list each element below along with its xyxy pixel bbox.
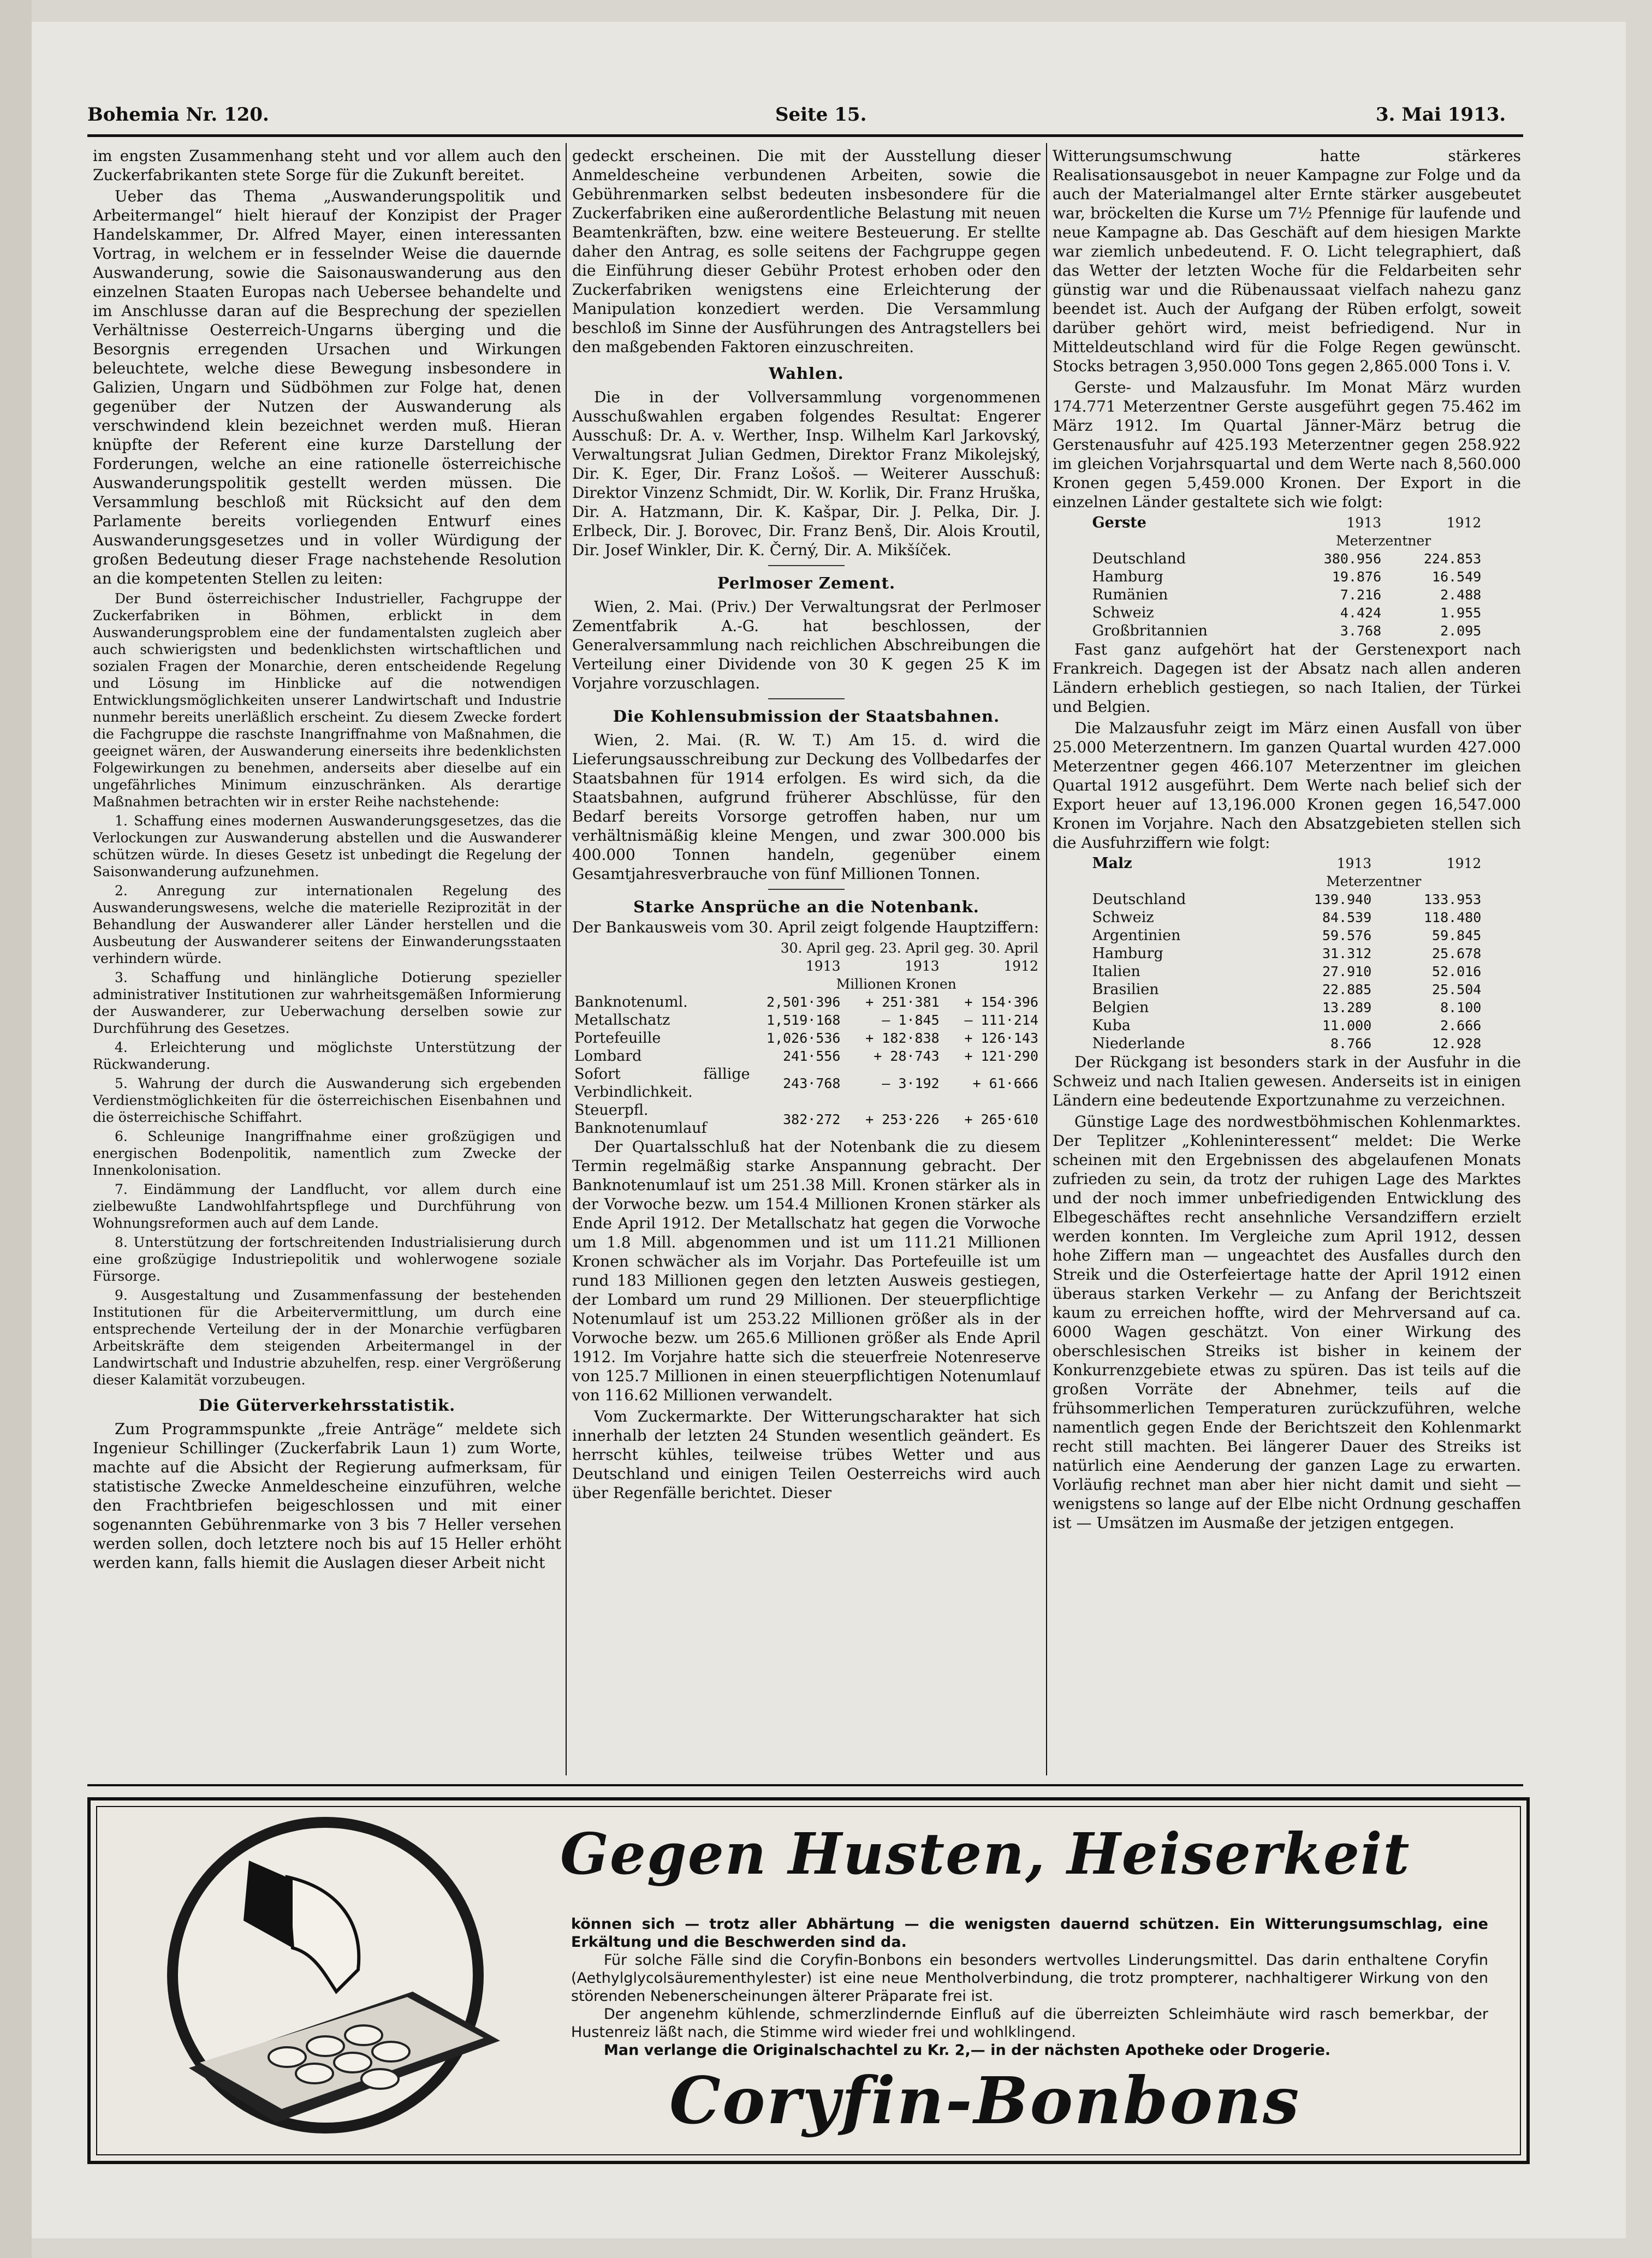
table-header: geg. 23. April 1913 — [845, 940, 940, 974]
row-label: Lombard — [574, 1048, 642, 1065]
row-label: Schweiz — [1092, 604, 1154, 621]
list-item: 9. Ausgestaltung und Zusammenfassung der bestehenden Institutionen für die Arbeitervermittlung, um durch eine entsprechende Verteilung der in der Monarchie verfügbaren Arbeitskräfte dem steigenden Arbeitermangel in der Landwirtschaft und Industrie abzuhelfen, resp. einer Vergrößerung dieser Kalamität vorzubeugen. — [93, 1287, 561, 1388]
table-header: geg. 30. April 1912 — [944, 940, 1038, 974]
table-row — [1090, 944, 1484, 962]
row-value: + 121·290 — [964, 1048, 1038, 1064]
table-unit: Millionen Kronen — [836, 976, 956, 992]
table-row — [1090, 622, 1484, 640]
list-item: 2. Anregung zur internationalen Regelung des Auswanderungswesens, welche die materielle Reziprozität in der Behandlung der Auswanderer aller Länder herstellen und die Ausbeutung der Auswanderer seitens der Einwanderungsstaaten verhindern würde. — [93, 883, 561, 966]
row-label: Rumänien — [1092, 586, 1168, 603]
table-header: Malz — [1092, 855, 1132, 872]
list-item: 3. Schaffung und hinlängliche Dotierung spezieller administrativer Institutionen zur wahrheitsgemäßen Informierung der Auswanderer, zur Ueberwachung derselben sowie zur Durchführung des Gesetzes. — [93, 970, 561, 1036]
row-value: 224.853 — [1423, 551, 1482, 567]
row-value: 380.956 — [1323, 551, 1382, 567]
paragraph: Wien, 2. Mai. (Priv.) Der Verwaltungsrat der Perlmoser Zementfabrik A.-G. hat beschlossen, der Generalversammlung nach reichlichen Abschreibungen die Verteilung einer Dividende von 30 K gegen 25 K im Vorjahre vorzuschlagen. — [572, 598, 1041, 692]
divider — [768, 565, 845, 566]
row-value: 52.016 — [1432, 964, 1482, 979]
table-row — [572, 1101, 1041, 1137]
row-value: 27.910 — [1322, 964, 1372, 979]
list-item: 5. Wahrung der durch die Auswanderung sich ergebenden Verdienstmöglichkeiten für die österreichischen Eisenbahnen und die österreichische Schiffahrt. — [93, 1075, 561, 1125]
row-value: 7.216 — [1340, 587, 1382, 603]
row-value: 139.940 — [1314, 892, 1372, 907]
row-value: 133.953 — [1423, 892, 1482, 907]
ad-text: können sich — trotz aller Abhärtung — die wenigsten dauernd schützen. Ein Witterungsumschlag, eine Erkältung und die Beschwerden sind da. — [571, 1916, 1488, 1951]
resolution-text: Der Bund österreichischer Industrieller, Fachgruppe der Zuckerfabriken in Böhmen, erblickt in dem Auswanderungsproblem eine der fundamentalsten zugleich aber auch schwierigsten und bedenklichsten wirtschaftlichen und sozialen Fragen der Monarchie, deren entscheidende Regelung und Lösung im Hinblicke auf die notwendigen Entwicklungsmöglichkeiten unserer Landwirtschaft und Industrie nunmehr bereits unerläßlich erscheint. Zu diesem Zwecke fordert die Fachgruppe die raschste Inangriffnahme von Maßnahmen, die geeignet wären, der Auswanderung einerseits ihre bedenklichsten Folgewirkungen zu benehmen, anderseits aber dieselbe auf ein ungefährliches Minimum einzuschränken. Als derartige Maßnahmen betrachten wir in erster Reihe nachstehende: — [93, 591, 561, 810]
row-label: Sofort fällige Verbindlichkeit. — [574, 1066, 750, 1101]
section-heading: Die Kohlensubmission der Staatsbahnen. — [613, 707, 1000, 726]
paragraph: Vom Zuckermarkte. Der Witterungscharakter hat sich innerhalb der letzten 24 Stunden wesentlich geändert. Es herrscht kühles, teilweise trübes Wetter und aus Deutschland und einigen Teilen Oesterreichs wird auch über Regenfälle berichtet. Dieser — [572, 1407, 1041, 1502]
row-value: + 28·743 — [873, 1048, 940, 1064]
paragraph: gedeckt erscheinen. Die mit der Ausstellung dieser Anmeldescheine verbundenen Arbeiten, sowie die Gebührenmarken selbst bedeuten insbesondere für die Zuckerfabriken eine außerordentliche Belastung mit neuen Beamtenkräften, bzw. eine weitere Besteuerung. Er stellte daher den Antrag, es solle seitens der Fachgruppe gegen die Einführung dieser Gebühr Protest erhoben oder den Zuckerfabriken wenigstens eine Erleichterung der Manipulation konzediert werden. Die Versammlung beschloß im Sinne der Ausführungen des Antragstellers bei den maßgebenden Faktoren einzuschreiten. — [572, 147, 1041, 356]
paragraph: im engsten Zusammenhang steht und vor allem auch den Zuckerfabrikanten stete Sorge für die Zukunft bereitet. — [93, 147, 561, 184]
paragraph: Ueber das Thema „Auswanderungspolitik und Arbeitermangel“ hielt hierauf der Konzipist der Prager Handelskammer, Dr. Alfred Mayer, einen interessanten Vortrag, in welchem er in fesselnder Weise die dauernde Auswanderung, sowie die Saisonauswanderung aus den einzelnen Staaten Europas nach Uebersee behandelte und im Anschlusse daran auf die Besprechung der speziellen Verhältnisse Oesterreich-Ungarns überging und die Besorgnis erregenden Ursachen und Wirkungen beleuchtete, welche diese Bewegung insbesondere in Galizien, Ungarn und Südböhmen zur Folge hat, denen gegenüber der Nutzen der Auswanderung als verschwindend klein bezeichnet werden muß. Hieran knüpfte der Referent eine kurze Darstellung der Forderungen, welche an eine rationelle österreichische Auswanderungspolitik gestellt werden müssen. Die Versammlung beschloß mit Rücksicht auf den dem Parlamente bereits vorliegenden Entwurf eines Auswanderungsgesetzes und in voller Würdigung der großen Bedeutung dieser Frage nachstehende Resolution an die kompetenten Stellen zu leiten: — [93, 187, 561, 587]
row-label: Großbritannien — [1092, 622, 1208, 639]
table-unit: Meterzentner — [1326, 874, 1422, 889]
ad-headline: Gegen Husten, Heiserkeit — [560, 1820, 1411, 1887]
row-label: Portefeuille — [574, 1030, 661, 1047]
section-heading: Wahlen. — [769, 364, 844, 383]
row-label: Deutschland — [1092, 550, 1186, 567]
list-item: 6. Schleunige Inangriffnahme einer großzügigen und energischen Bodenpolitik, namentlich zum Zwecke der Innenkolonisation. — [93, 1128, 561, 1178]
row-value: + 182·838 — [865, 1030, 940, 1046]
issue-date: 3. Mai 1913. — [1376, 104, 1506, 126]
list-item: 1. Schaffung eines modernen Auswanderungsgesetzes, das die Verlockungen zur Auswanderung abstellen und die Auswanderer schützen würde. In dieses Gesetz ist unbedingt die Regelung der Saisonwanderung aufzunehmen. — [93, 813, 561, 880]
divider — [768, 698, 845, 699]
table-header: 1913 — [1346, 515, 1382, 531]
row-value: 84.539 — [1322, 910, 1372, 925]
row-value: 382·272 — [783, 1111, 841, 1127]
table-row — [1090, 1017, 1484, 1035]
ad-brand: Coryfin-Bonbons — [669, 2063, 1301, 2138]
table-row — [1090, 999, 1484, 1017]
row-value: 2,501·396 — [766, 994, 841, 1010]
row-value: 1,026·536 — [766, 1030, 841, 1046]
row-label: Brasilien — [1092, 981, 1159, 998]
row-label: Hamburg — [1092, 945, 1163, 962]
table-header: Gerste — [1092, 514, 1146, 531]
table-row — [1090, 981, 1484, 999]
row-label: Niederlande — [1092, 1035, 1185, 1052]
row-label: Argentinien — [1092, 927, 1181, 944]
row-value: 25.504 — [1432, 982, 1482, 997]
row-value: + 265·610 — [964, 1111, 1038, 1127]
table-row — [572, 1065, 1041, 1101]
table-row — [1090, 890, 1484, 908]
bank-table — [572, 939, 1041, 1137]
column-divider — [1046, 143, 1047, 1775]
row-value: 19.876 — [1332, 569, 1382, 585]
advertisement — [87, 1797, 1530, 2164]
table-unit: Meterzentner — [1336, 533, 1431, 549]
page-number: Seite 15. — [775, 104, 867, 126]
row-label: Italien — [1092, 963, 1140, 980]
row-label: Belgien — [1092, 999, 1149, 1016]
footer-rule — [87, 1784, 1523, 1786]
row-value: 31.312 — [1322, 946, 1372, 961]
row-value: 1,519·168 — [766, 1012, 841, 1028]
paragraph: Fast ganz aufgehört hat der Gerstenexport nach Frankreich. Dagegen ist der Absatz nach allen anderen Ländern erheblich gestiegen, so nach Italien, der Türkei und Belgien. — [1053, 640, 1521, 716]
list-item: 7. Eindämmung der Landflucht, vor allem durch eine zielbewußte Landwohlfahrtspflege und Durchführung von Wohnungsreformen auch auf dem Lande. — [93, 1181, 561, 1231]
row-value: 8.100 — [1440, 1000, 1482, 1015]
row-value: 8.766 — [1330, 1036, 1372, 1051]
paragraph: Die Malzausfuhr zeigt im März einen Ausfall von über 25.000 Meterzentnern. Im ganzen Quartal wurden 427.000 Meterzentner gegen 466.107 Meterzentner im gleichen Quartal 1912 ausgeführt. Dem Werte nach belief sich der Export heuer auf 13,196.000 Kronen gegen 16,547.000 Kronen im Vorjahre. Nach den Absatzgebieten stellen sich die Ausfuhrziffern wie folgt: — [1053, 719, 1521, 852]
section-heading: Die Güterverkehrsstatistik. — [198, 1396, 456, 1415]
table-row — [1090, 962, 1484, 981]
list-item: 8. Unterstützung der fortschreitenden Industrialisierung durch eine großzügige Industriepolitik und wohlerwogene soziale Fürsorge. — [93, 1234, 561, 1284]
row-value: 4.424 — [1340, 605, 1382, 621]
row-value: 241·556 — [783, 1048, 841, 1064]
table-row — [572, 1029, 1041, 1047]
row-value: + 154·396 — [964, 994, 1038, 1010]
table-header: 1913 — [1336, 855, 1372, 871]
table-header: 1912 — [1446, 515, 1482, 531]
row-value: 1.955 — [1440, 605, 1482, 621]
row-label: Kuba — [1092, 1017, 1131, 1034]
table-row — [572, 1011, 1041, 1029]
row-value: — 3·192 — [882, 1075, 940, 1091]
row-value: 2.666 — [1440, 1018, 1482, 1033]
row-value: 22.885 — [1322, 982, 1372, 997]
row-value: 11.000 — [1322, 1018, 1372, 1033]
table-row — [1090, 568, 1484, 586]
malz-table — [1090, 854, 1484, 1053]
paragraph: Witterungsumschwung hatte stärkeres Realisationsausgebot in neuer Kampagne zur Folge und da auch der Materialmangel alter Ernte stärker ausgebeutet war, bröckelten die Kurse um 7½ Pfennige für laufende und neue Kampagne ab. Das Geschäft auf dem hiesigen Markte war ziemlich unbedeutend. F. O. Licht telegraphiert, daß das Wetter der letzten Woche für die Feldarbeiten sehr günstig war und die Rübenaussaat vielfach nahezu ganz beendet ist. Auch der Aufgang der Rüben erfolgt, soweit darüber gehört wird, meist befriedigend. Nur in Mitteldeutschland wird für die Folge Regen gewünscht. Stocks betragen 3,950.000 Tons gegen 2,865.000 Tons i. V. — [1053, 147, 1521, 375]
paragraph: Günstige Lage des nordwestböhmischen Kohlenmarktes. Der Teplitzer „Kohleninteressent“ meldet: Die Werke scheinen mit den Ergebnissen des abgelaufenen Monats zufrieden zu sein, da trotz der ruhigen Lage des Marktes und der noch immer unbefriedigenden Entwicklung des Elbegeschäftes recht ansehnliche Versandziffern erzielt werden konnten. Im Vergleiche zum April 1912, dessen hohe Ziffern man — ungeachtet des Ausfalles durch den Streik und die Osterfeiertage hatte der April 1912 einen überaus starken Verkehr — zu Anfang der Berichtszeit kaum zu erreichen hoffte, wird der Mehrversand auf ca. 6000 Wagen geschätzt. Von einer Wirkung des oberschlesischen Streiks ist bisher in keinem der Konkurrenzgebiete etwas zu spüren. Das ist teils auf die großen Vorräte der Abnehmer, teils auf die frühsommerlichen Temperaturen zurückzuführen, welche namentlich gegen Ende der Berichtszeit den Kohlenmarkt recht still machten. Bei längerer Dauer des Streiks ist natürlich eine Aenderung der ganzen Lage zu erwarten. Vorläufig rechnet man aber hier nicht damit und sieht — wenigstens so lange auf der Elbe nicht Ordnung geschaffen ist — Umsätzen im Ausmaße der jetzigen entgegen. — [1053, 1113, 1521, 1532]
row-value: 2.488 — [1440, 587, 1482, 603]
ad-text: Für solche Fälle sind die Coryfin-Bonbons ein besonders wertvolles Linderungsmittel. Das darin enthaltene Coryfin (Aethylglycolsäurementhylester) ist eine neue Mentholverbindung, die trotz prompterer, nachhaltigerer Wirkung von den störenden Nebenerscheinungen älterer Präparate frei ist. — [571, 1952, 1488, 2005]
row-value: + 251·381 — [865, 994, 940, 1010]
table-row — [1090, 604, 1484, 622]
section-heading: Starke Ansprüche an die Notenbank. — [633, 898, 979, 916]
table-header: 30. April 1913 — [780, 940, 841, 974]
table-row — [572, 1047, 1041, 1065]
row-value: 3.768 — [1340, 623, 1382, 639]
table-row — [572, 993, 1041, 1011]
ad-text: Der angenehm kühlende, schmerzlindernde Einfluß auf die überreizten Schleimhäute wird rasch bemerkbar, der Hustenreiz läßt nach, die Stimme wird wieder frei und wohlklingend. — [571, 2006, 1488, 2041]
row-value: 13.289 — [1322, 1000, 1372, 1015]
row-value: 12.928 — [1432, 1036, 1482, 1051]
paragraph: Die in der Vollversammlung vorgenommenen Ausschußwahlen ergaben folgendes Resultat: Engerer Ausschuß: Dr. A. v. Werther, Insp. Wilhelm Karl Jarkovský, Verwaltungsrat Julian Gedmen, Direktor Franz Mikolejský, Dir. K. Eger, Dir. Franz Lošoš. — Weiterer Ausschuß: Direktor Vinzenz Schmidt, Dir. W. Korlik, Dir. Franz Hruška, Dir. A. Hatzmann, Dir. K. Kašpar, Dir. J. Pelka, Dir. J. Erlbeck, Dir. J. Borovec, Dir. Franz Benš, Dir. Alois Kroutil, Dir. Josef Winkler, Dir. K. Černý, Dir. A. Mikšíček. — [572, 388, 1041, 559]
masthead-issue: Bohemia Nr. 120. — [87, 104, 269, 126]
row-label: Schweiz — [1092, 909, 1154, 926]
row-label: Metallschatz — [574, 1012, 670, 1029]
row-value: 118.480 — [1423, 910, 1482, 925]
row-value: + 253·226 — [865, 1111, 940, 1127]
table-row — [1090, 926, 1484, 944]
paragraph: Der Rückgang ist besonders stark in der Ausfuhr in die Schweiz und nach Italien gewesen. Anderseits ist in einigen Ländern eine bedeutende Exportzunahme zu verzeichnen. — [1053, 1053, 1521, 1109]
row-value: — 1·845 — [882, 1012, 940, 1028]
column-3 — [1053, 146, 1521, 1773]
ad-body — [571, 1915, 1488, 2059]
row-value: — 111·214 — [964, 1012, 1038, 1028]
list-item: 4. Erleichterung und möglichste Unterstützung der Rückwanderung. — [93, 1039, 561, 1072]
divider — [768, 889, 845, 890]
row-label: Hamburg — [1092, 568, 1163, 585]
header-rule — [87, 134, 1523, 137]
table-row — [1090, 1035, 1484, 1053]
paragraph: Der Quartalsschluß hat der Notenbank die zu diesem Termin regelmäßig starke Anspannung gebracht. Der Banknotenumlauf ist um 251.38 Mill. Kronen stärker als in der Vorwoche bezw. um 154.4 Millionen Kronen stärker als Ende April 1912. Der Metallschatz hat gegen die Vorwoche um 1.8 Mill. abgenommen und ist um 111.21 Millionen Kronen schwächer als im Vorjahr. Das Portefeuille ist um rund 183 Millionen gegen den letzten Ausweis gestiegen, der Lombard um rund 29 Millionen. Der steuerpflichtige Notenumlauf ist um 253.22 Millionen größer als in der Vorwoche bezw. um 265.6 Millionen größer als Ende April 1912. Im Vorjahre hatte sich die steuerfreie Notenreserve von 125.7 Millionen in einen steuerpflichtigen Notenumlauf von 116.62 Millionen verwandelt. — [572, 1138, 1041, 1404]
section-heading: Perlmoser Zement. — [717, 574, 896, 592]
row-label: Banknotenuml. — [574, 994, 688, 1011]
table-row — [1090, 586, 1484, 604]
row-value: 2.095 — [1440, 623, 1482, 639]
row-value: 16.549 — [1432, 569, 1482, 585]
gerste-table — [1090, 514, 1484, 640]
column-2 — [572, 146, 1041, 1773]
column-1 — [93, 146, 561, 1773]
paragraph: Zum Programmspunkte „freie Anträge“ meldete sich Ingenieur Schillinger (Zuckerfabrik Laun 1) zum Worte, machte auf die Absicht der Regierung aufmerksam, für statistische Zwecke Anmeldescheine einzuführen, welche den Frachtbriefen beigeschlossen und mit einer sogenannten Gebührenmarke von 3 bis 7 Heller versehen werden sollen, doch letztere noch bis auf 15 Heller erhöht werden kann, falls hiemit die Auslagen dieser Arbeit nicht — [93, 1420, 561, 1572]
row-value: + 126·143 — [964, 1030, 1038, 1046]
row-value: 59.845 — [1432, 928, 1482, 943]
row-value: 59.576 — [1322, 928, 1372, 943]
table-header: 1912 — [1446, 855, 1482, 871]
row-value: 25.678 — [1432, 946, 1482, 961]
table-row — [1090, 908, 1484, 926]
table-row — [1090, 550, 1484, 568]
lozenge-tin-illustration — [107, 1811, 544, 2144]
row-label: Deutschland — [1092, 891, 1186, 908]
paragraph: Wien, 2. Mai. (R. W. T.) Am 15. d. wird die Lieferungsausschreibung zur Deckung des Vollbedarfes der Staatsbahnen für 1914 erfolgen. Es wird sich, da die Staatsbahnen, aufgrund früherer Abschlüsse, für den Bedarf bereits Vorsorge getroffen haben, nur um verhältnismäßig kleine Mengen, und zwar 300.000 bis 400.000 Tonnen handeln, gegenüber einem Gesamtjahresverbrauche von fünf Millionen Tonnen. — [572, 731, 1041, 883]
row-value: 243·768 — [783, 1075, 841, 1091]
paragraph: Der Bankausweis vom 30. April zeigt folgende Hauptziffern: — [572, 918, 1039, 936]
paragraph: Gerste- und Malzausfuhr. Im Monat März wurden 174.771 Meterzentner Gerste ausgeführt gegen 75.462 im März 1912. Im Quartal Jänner-März betrug die Gerstenausfuhr auf 425.193 Meterzentner gegen 258.922 im gleichen Vorjahrsquartal und dem Werte nach 8,560.000 Kronen gegen 5,459.000 Kronen. Der Export in die einzelnen Länder gestaltete sich wie folgt: — [1053, 378, 1521, 511]
ad-text: Man verlange die Originalschachtel zu Kr. 2,— in der nächsten Apotheke oder Drogerie. — [604, 2042, 1331, 2059]
row-label: Steuerpfl. Banknotenumlauf — [574, 1102, 707, 1137]
column-divider — [566, 143, 567, 1775]
scan-margin — [0, 0, 32, 2258]
row-value: + 61·666 — [972, 1075, 1038, 1091]
